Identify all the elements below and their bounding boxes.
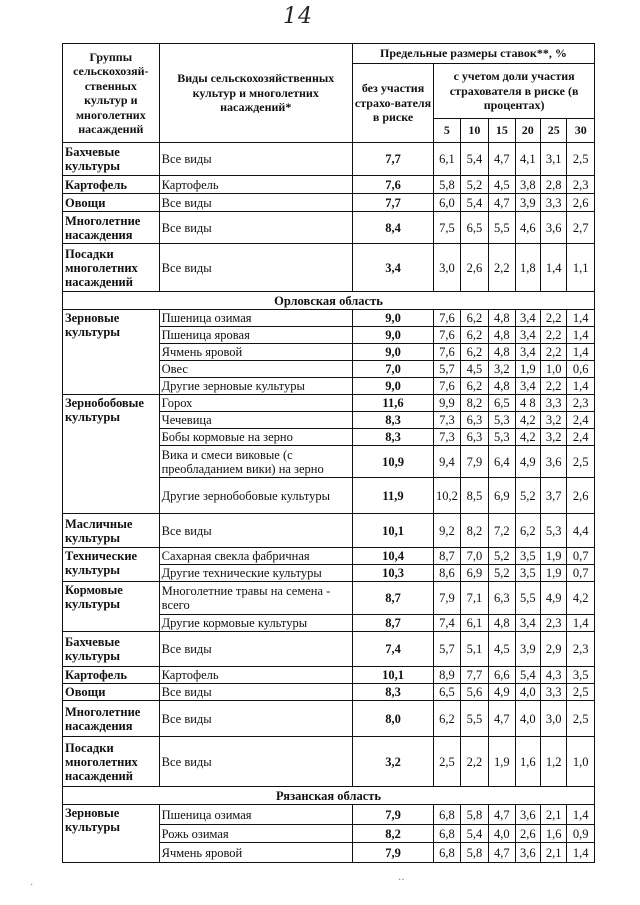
row-share-rate: 2,5 [434, 737, 460, 787]
header-with-share: с учетом доли участия страхователя в риске (в процентах) [434, 64, 595, 119]
row-base-rate: 8,7 [352, 582, 433, 615]
row-share-rate: 5,8 [434, 176, 460, 194]
table-row [63, 143, 595, 176]
row-share-rate: 2,2 [489, 244, 515, 292]
table-row [63, 514, 595, 548]
row-share-rate: 1,9 [540, 565, 566, 582]
row-share-rate: 2,5 [567, 684, 595, 701]
row-share-rate: 3,4 [515, 310, 540, 327]
row-share-rate: 1,1 [567, 244, 595, 292]
row-kind: Овес [159, 361, 352, 378]
row-kind: Все виды [159, 514, 352, 548]
row-share-rate: 5,2 [515, 478, 540, 514]
row-share-rate: 2,3 [540, 615, 566, 632]
row-share-rate: 6,6 [489, 667, 515, 684]
row-share-rate: 6,8 [434, 805, 460, 825]
row-base-rate: 7,9 [352, 805, 433, 825]
row-share-rate: 3,5 [515, 548, 540, 565]
row-share-rate: 2,8 [540, 176, 566, 194]
row-share-rate: 7,6 [434, 327, 460, 344]
row-share-rate: 2,4 [567, 429, 595, 446]
row-kind: Другие кормовые культуры [159, 615, 352, 632]
table-row [63, 194, 595, 212]
row-share-rate: 6,5 [434, 684, 460, 701]
scan-mark: · [30, 880, 34, 891]
table-row [63, 632, 595, 667]
row-share-rate: 4,0 [489, 825, 515, 843]
row-base-rate: 9,0 [352, 310, 433, 327]
row-share-rate: 5,3 [489, 429, 515, 446]
row-share-rate: 7,2 [489, 514, 515, 548]
row-kind: Рожь озимая [159, 825, 352, 843]
row-share-rate: 0,9 [567, 825, 595, 843]
insurance-rates-table [62, 43, 595, 863]
row-kind: Все виды [159, 701, 352, 737]
row-share-rate: 3,5 [515, 565, 540, 582]
row-share-rate: 3,9 [515, 632, 540, 667]
row-share-rate: 6,9 [489, 478, 515, 514]
row-base-rate: 7,0 [352, 361, 433, 378]
row-share-rate: 1,8 [515, 244, 540, 292]
row-share-rate: 7,6 [434, 344, 460, 361]
page-number: 14 [283, 4, 313, 29]
row-share-rate: 5,4 [460, 825, 488, 843]
table-row [63, 176, 595, 194]
row-share-rate: 2,7 [567, 212, 595, 244]
row-share-rate: 2,3 [567, 395, 595, 412]
row-share-rate: 10,2 [434, 478, 460, 514]
row-share-rate: 2,6 [460, 244, 488, 292]
row-share-rate: 4,5 [460, 361, 488, 378]
table-row [63, 667, 595, 684]
row-share-rate: 6,2 [460, 378, 488, 395]
row-share-rate: 2,5 [567, 143, 595, 176]
header-without-share: без участия страхо-вателя в риске [352, 64, 433, 143]
row-share-rate: 8,7 [434, 548, 460, 565]
region-row [63, 292, 595, 310]
row-share-rate: 4,5 [489, 176, 515, 194]
header-share: 15 [489, 119, 515, 143]
row-base-rate: 9,0 [352, 344, 433, 361]
row-share-rate: 2,4 [567, 412, 595, 429]
row-share-rate: 8,2 [460, 514, 488, 548]
row-share-rate: 4,8 [489, 344, 515, 361]
row-share-rate: 8,2 [460, 395, 488, 412]
row-kind: Многолетние травы на семена - всего [159, 582, 352, 615]
row-kind: Горох [159, 395, 352, 412]
row-share-rate: 5,2 [460, 176, 488, 194]
row-share-rate: 7,3 [434, 429, 460, 446]
row-share-rate: 1,2 [540, 737, 566, 787]
row-share-rate: 1,4 [567, 615, 595, 632]
row-share-rate: 4,5 [489, 632, 515, 667]
row-share-rate: 6,5 [489, 395, 515, 412]
row-share-rate: 6,2 [515, 514, 540, 548]
row-share-rate: 3,4 [515, 344, 540, 361]
row-share-rate: 3,9 [515, 194, 540, 212]
row-group: Картофель [63, 176, 160, 194]
row-kind: Ячмень яровой [159, 344, 352, 361]
row-kind: Картофель [159, 667, 352, 684]
row-share-rate: 4,1 [515, 143, 540, 176]
row-share-rate: 3,8 [515, 176, 540, 194]
row-share-rate: 4,7 [489, 805, 515, 825]
row-base-rate: 7,7 [352, 143, 433, 176]
row-kind: Все виды [159, 737, 352, 787]
row-group: Овощи [63, 684, 160, 701]
row-share-rate: 0,7 [567, 565, 595, 582]
header-share: 25 [540, 119, 566, 143]
row-kind: Сахарная свекла фабричная [159, 548, 352, 565]
row-share-rate: 1,9 [489, 737, 515, 787]
header-share: 5 [434, 119, 460, 143]
header-groups: Группы сельскохозяй-ственных культур и многолетних насаждений [63, 44, 160, 143]
row-share-rate: 3,6 [540, 212, 566, 244]
row-share-rate: 1,4 [567, 310, 595, 327]
row-share-rate: 9,4 [434, 446, 460, 478]
row-group: Многолетние насаждения [63, 212, 160, 244]
row-share-rate: 5,5 [489, 212, 515, 244]
row-share-rate: 5,4 [515, 667, 540, 684]
row-share-rate: 1,4 [567, 327, 595, 344]
row-share-rate: 2,5 [567, 446, 595, 478]
row-share-rate: 1,0 [540, 361, 566, 378]
table-row [63, 395, 595, 412]
row-share-rate: 6,3 [460, 412, 488, 429]
row-share-rate: 4,8 [489, 310, 515, 327]
table-row [63, 548, 595, 565]
row-share-rate: 4,8 [489, 327, 515, 344]
row-base-rate: 7,7 [352, 194, 433, 212]
row-group: Бахчевые культуры [63, 632, 160, 667]
row-share-rate: 3,4 [515, 378, 540, 395]
row-share-rate: 5,3 [540, 514, 566, 548]
row-share-rate: 7,4 [434, 615, 460, 632]
row-share-rate: 6,9 [460, 565, 488, 582]
row-base-rate: 8,3 [352, 429, 433, 446]
row-share-rate: 6,2 [434, 701, 460, 737]
row-share-rate: 4,2 [515, 412, 540, 429]
row-share-rate: 3,1 [540, 143, 566, 176]
row-share-rate: 2,6 [567, 478, 595, 514]
row-share-rate: 7,9 [460, 446, 488, 478]
row-share-rate: 1,4 [540, 244, 566, 292]
row-base-rate: 10,1 [352, 514, 433, 548]
header-share: 30 [567, 119, 595, 143]
row-share-rate: 4,7 [489, 701, 515, 737]
row-share-rate: 2,2 [540, 327, 566, 344]
row-share-rate: 2,2 [460, 737, 488, 787]
row-share-rate: 3,2 [489, 361, 515, 378]
row-share-rate: 5,6 [460, 684, 488, 701]
row-base-rate: 8,0 [352, 701, 433, 737]
row-base-rate: 8,3 [352, 684, 433, 701]
row-share-rate: 3,5 [567, 667, 595, 684]
row-share-rate: 3,7 [540, 478, 566, 514]
row-base-rate: 10,1 [352, 667, 433, 684]
row-kind: Ячмень яровой [159, 843, 352, 863]
row-share-rate: 2,3 [567, 632, 595, 667]
row-share-rate: 6,5 [460, 212, 488, 244]
row-kind: Другие зерновые культуры [159, 378, 352, 395]
row-share-rate: 4,7 [489, 194, 515, 212]
row-share-rate: 2,1 [540, 805, 566, 825]
row-base-rate: 3,4 [352, 244, 433, 292]
row-share-rate: 7,0 [460, 548, 488, 565]
row-kind: Вика и смеси виковые (с преобладанием вики) на зерно [159, 446, 352, 478]
region-row [63, 787, 595, 805]
row-base-rate: 11,6 [352, 395, 433, 412]
row-base-rate: 10,4 [352, 548, 433, 565]
row-share-rate: 6,8 [434, 843, 460, 863]
region-title: Орловская область [63, 292, 595, 310]
row-share-rate: 3,2 [540, 429, 566, 446]
row-share-rate: 3,6 [540, 446, 566, 478]
header-limit: Предельные размеры ставок**, % [352, 44, 594, 64]
row-share-rate: 4,2 [515, 429, 540, 446]
row-kind: Другие зернобобовые культуры [159, 478, 352, 514]
row-share-rate: 3,4 [515, 327, 540, 344]
row-group: Технические культуры [63, 548, 160, 582]
row-share-rate: 5,8 [460, 805, 488, 825]
row-kind: Все виды [159, 684, 352, 701]
row-share-rate: 6,0 [434, 194, 460, 212]
row-share-rate: 7,5 [434, 212, 460, 244]
row-share-rate: 4 8 [515, 395, 540, 412]
table-row [63, 244, 595, 292]
row-share-rate: 4,8 [489, 615, 515, 632]
table-row [63, 310, 595, 327]
row-share-rate: 9,2 [434, 514, 460, 548]
row-share-rate: 1,9 [540, 548, 566, 565]
row-share-rate: 4,2 [567, 582, 595, 615]
row-base-rate: 8,4 [352, 212, 433, 244]
row-kind: Другие технические культуры [159, 565, 352, 582]
row-base-rate: 9,0 [352, 327, 433, 344]
row-kind: Все виды [159, 143, 352, 176]
row-share-rate: 5,2 [489, 565, 515, 582]
row-group: Зерновые культуры [63, 310, 160, 395]
row-share-rate: 2,1 [540, 843, 566, 863]
row-group: Бахчевые культуры [63, 143, 160, 176]
row-share-rate: 1,4 [567, 805, 595, 825]
row-kind: Бобы кормовые на зерно [159, 429, 352, 446]
row-share-rate: 0,6 [567, 361, 595, 378]
row-share-rate: 4,7 [489, 143, 515, 176]
table-row [63, 684, 595, 701]
row-share-rate: 4,9 [540, 582, 566, 615]
row-share-rate: 5,3 [489, 412, 515, 429]
row-share-rate: 2,2 [540, 310, 566, 327]
row-base-rate: 9,0 [352, 378, 433, 395]
row-base-rate: 10,9 [352, 446, 433, 478]
row-base-rate: 11,9 [352, 478, 433, 514]
row-share-rate: 8,5 [460, 478, 488, 514]
row-share-rate: 6,8 [434, 825, 460, 843]
row-group: Масличные культуры [63, 514, 160, 548]
row-share-rate: 4,3 [540, 667, 566, 684]
table-row [63, 737, 595, 787]
row-kind: Пшеница озимая [159, 805, 352, 825]
table-row [63, 701, 595, 737]
row-base-rate: 7,6 [352, 176, 433, 194]
row-kind: Пшеница озимая [159, 310, 352, 327]
row-share-rate: 5,7 [434, 632, 460, 667]
row-share-rate: 6,3 [460, 429, 488, 446]
table-row [63, 212, 595, 244]
row-base-rate: 8,2 [352, 825, 433, 843]
row-share-rate: 4,8 [489, 378, 515, 395]
row-base-rate: 8,3 [352, 412, 433, 429]
row-share-rate: 5,5 [460, 701, 488, 737]
row-share-rate: 6,1 [434, 143, 460, 176]
row-kind: Все виды [159, 194, 352, 212]
row-group: Зернобобовые культуры [63, 395, 160, 514]
header-share: 20 [515, 119, 540, 143]
row-share-rate: 3,0 [434, 244, 460, 292]
row-base-rate: 8,7 [352, 615, 433, 632]
row-share-rate: 5,4 [460, 194, 488, 212]
row-share-rate: 3,3 [540, 194, 566, 212]
row-share-rate: 3,3 [540, 684, 566, 701]
table-row [63, 805, 595, 825]
row-kind: Картофель [159, 176, 352, 194]
row-share-rate: 2,6 [515, 825, 540, 843]
row-share-rate: 5,8 [460, 843, 488, 863]
row-share-rate: 8,9 [434, 667, 460, 684]
row-share-rate: 6,2 [460, 344, 488, 361]
row-share-rate: 5,5 [515, 582, 540, 615]
row-share-rate: 4,9 [515, 446, 540, 478]
row-share-rate: 7,3 [434, 412, 460, 429]
row-share-rate: 6,3 [489, 582, 515, 615]
row-share-rate: 1,4 [567, 344, 595, 361]
row-share-rate: 8,6 [434, 565, 460, 582]
row-kind: Все виды [159, 632, 352, 667]
row-kind: Чечевица [159, 412, 352, 429]
row-share-rate: 7,6 [434, 378, 460, 395]
row-group: Картофель [63, 667, 160, 684]
row-share-rate: 2,3 [567, 176, 595, 194]
table-row [63, 582, 595, 615]
header-kinds: Виды сельскохозяйственных культур и многолетних насаждений* [159, 44, 352, 143]
row-share-rate: 1,6 [515, 737, 540, 787]
row-share-rate: 0,7 [567, 548, 595, 565]
row-share-rate: 2,9 [540, 632, 566, 667]
row-share-rate: 2,2 [540, 344, 566, 361]
row-share-rate: 6,1 [460, 615, 488, 632]
row-kind: Все виды [159, 244, 352, 292]
row-share-rate: 1,4 [567, 378, 595, 395]
row-share-rate: 7,1 [460, 582, 488, 615]
row-share-rate: 3,4 [515, 615, 540, 632]
row-share-rate: 4,6 [515, 212, 540, 244]
row-share-rate: 4,0 [515, 684, 540, 701]
row-share-rate: 1,0 [567, 737, 595, 787]
row-share-rate: 4,0 [515, 701, 540, 737]
row-base-rate: 10,3 [352, 565, 433, 582]
table-header [63, 44, 595, 143]
row-share-rate: 7,9 [434, 582, 460, 615]
scan-mark: ‥ [398, 872, 405, 883]
row-share-rate: 7,7 [460, 667, 488, 684]
row-share-rate: 6,4 [489, 446, 515, 478]
row-share-rate: 5,4 [460, 143, 488, 176]
table-body [63, 143, 595, 863]
header-share: 10 [460, 119, 488, 143]
row-share-rate: 3,2 [540, 412, 566, 429]
row-kind: Пшеница яровая [159, 327, 352, 344]
row-share-rate: 5,7 [434, 361, 460, 378]
row-share-rate: 3,6 [515, 843, 540, 863]
row-group: Зерновые культуры [63, 805, 160, 863]
row-kind: Все виды [159, 212, 352, 244]
row-share-rate: 4,9 [489, 684, 515, 701]
row-share-rate: 3,0 [540, 701, 566, 737]
row-share-rate: 6,2 [460, 327, 488, 344]
row-share-rate: 3,3 [540, 395, 566, 412]
row-share-rate: 5,2 [489, 548, 515, 565]
row-group: Кормовые культуры [63, 582, 160, 632]
row-share-rate: 1,9 [515, 361, 540, 378]
row-share-rate: 1,4 [567, 843, 595, 863]
row-share-rate: 9,9 [434, 395, 460, 412]
row-group: Посадки многолетних насаждений [63, 737, 160, 787]
region-title: Рязанская область [63, 787, 595, 805]
row-share-rate: 6,2 [460, 310, 488, 327]
row-group: Посадки многолетних насаждений [63, 244, 160, 292]
row-share-rate: 5,1 [460, 632, 488, 667]
row-share-rate: 2,6 [567, 194, 595, 212]
row-group: Многолетние насаждения [63, 701, 160, 737]
row-group: Овощи [63, 194, 160, 212]
row-share-rate: 1,6 [540, 825, 566, 843]
row-base-rate: 7,4 [352, 632, 433, 667]
row-share-rate: 3,6 [515, 805, 540, 825]
row-base-rate: 7,9 [352, 843, 433, 863]
row-share-rate: 4,4 [567, 514, 595, 548]
row-share-rate: 4,7 [489, 843, 515, 863]
row-share-rate: 7,6 [434, 310, 460, 327]
row-share-rate: 2,2 [540, 378, 566, 395]
row-share-rate: 2,5 [567, 701, 595, 737]
row-base-rate: 3,2 [352, 737, 433, 787]
